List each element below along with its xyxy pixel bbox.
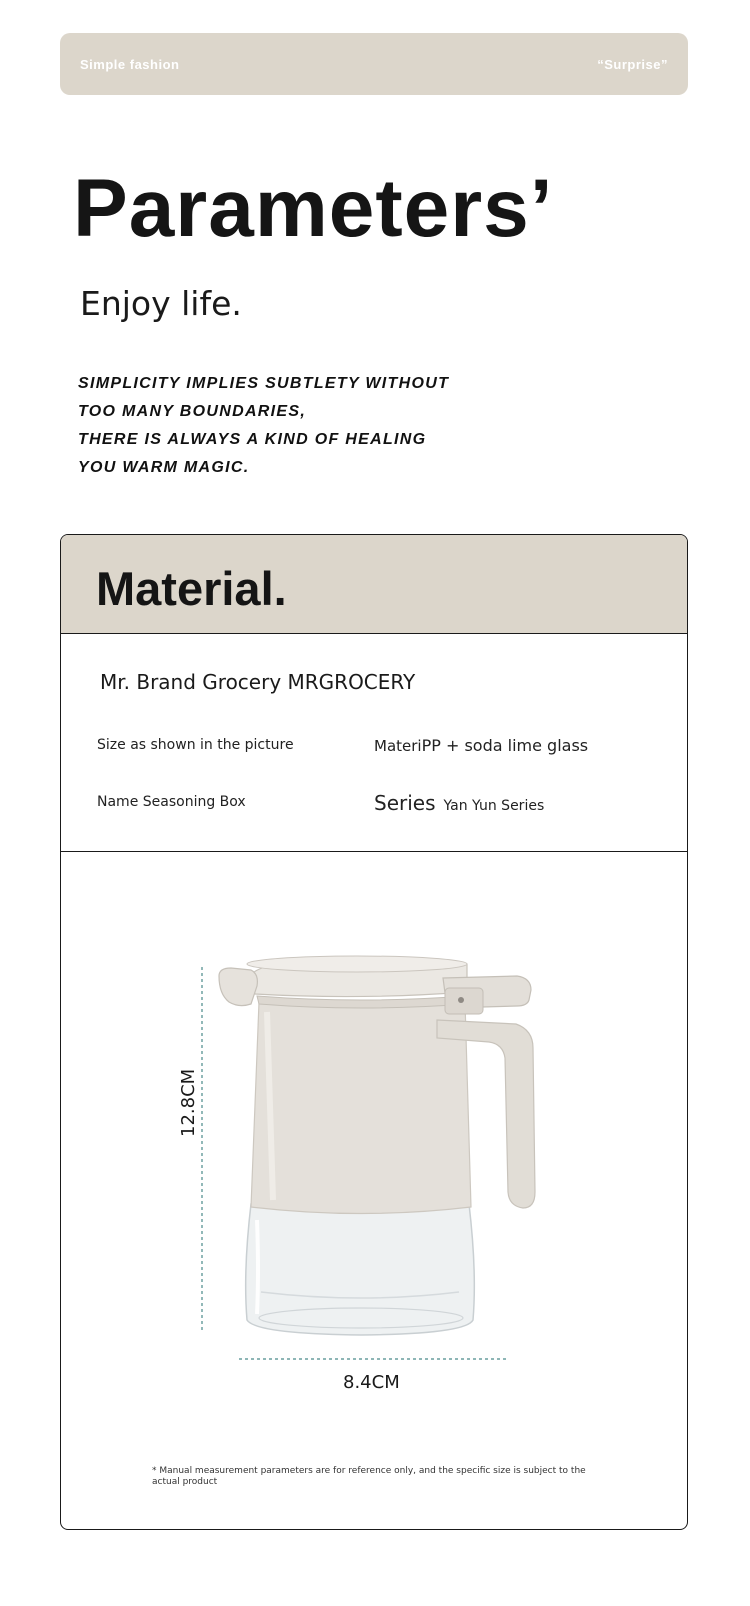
page-title: Parameters’: [73, 163, 554, 254]
banner-left-text: Simple fashion: [80, 57, 180, 72]
height-dimension-label: 12.8CM: [178, 1068, 199, 1137]
product-illustration-area: [61, 852, 687, 1530]
tagline: [78, 370, 449, 482]
banner-right-text: “Surprise”: [597, 57, 668, 72]
spec-info: [61, 634, 687, 852]
material-label: Materi: [374, 737, 422, 755]
brand-line: Mr. Brand Grocery MRGROCERY: [100, 670, 416, 694]
hinge-pin: [458, 997, 464, 1003]
measurement-footnote: * Manual measurement parameters are for reference only, and the specific size is subject to the actual product: [152, 1466, 586, 1487]
name-line: Name Seasoning Box: [97, 794, 246, 810]
width-dimension-label: 8.4CM: [343, 1372, 400, 1393]
material-line: [374, 736, 588, 755]
material-title: Material.: [96, 562, 287, 615]
material-header: [61, 535, 687, 634]
series-value: Yan Yun Series: [443, 798, 545, 814]
tagline-line: SIMPLICITY IMPLIES SUBTLETY WITHOUT: [78, 375, 450, 392]
left-tab: [219, 968, 257, 1006]
series-label: Series: [374, 791, 436, 815]
material-value: PP + soda lime glass: [421, 736, 589, 755]
series-line: [374, 791, 544, 815]
size-line: Size as shown in the picture: [97, 737, 294, 753]
top-banner: [60, 33, 688, 95]
tagline-line: YOU WARM MAGIC.: [78, 459, 250, 476]
tagline-line: TOO MANY BOUNDARIES,: [78, 403, 307, 420]
page-subtitle: Enjoy life.: [80, 284, 242, 323]
tagline-line: THERE IS ALWAYS A KIND OF HEALING: [78, 431, 427, 448]
glass-base: [246, 1204, 475, 1335]
material-card: [60, 534, 688, 1530]
seasoning-box-illustration: [61, 852, 687, 1530]
